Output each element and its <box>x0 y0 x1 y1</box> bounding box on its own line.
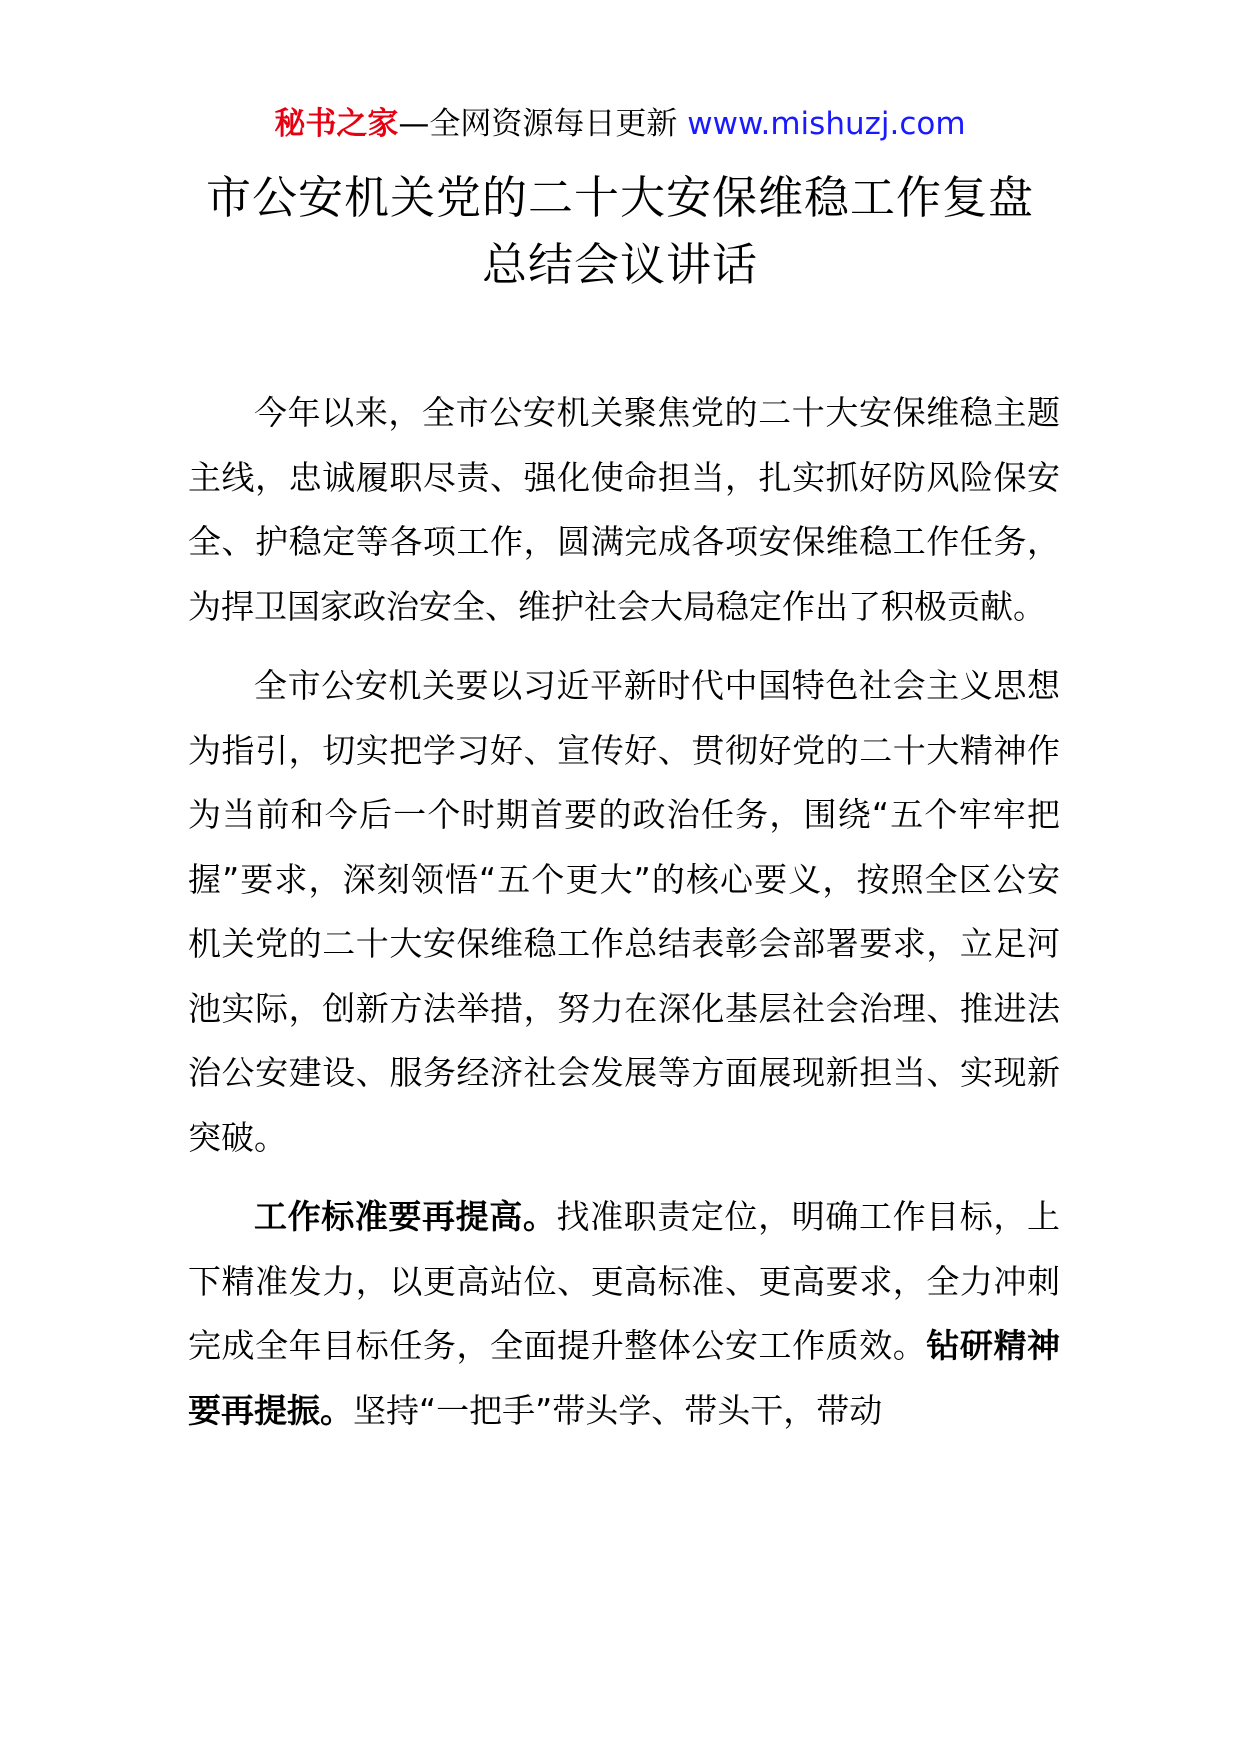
paragraph-3 <box>188 1185 1060 1443</box>
document-body <box>188 381 1060 1458</box>
document-title <box>140 164 1100 298</box>
paragraph-3-text-2: 坚持“一把手”带头学、带头干，带动 <box>353 1390 883 1430</box>
bold-heading-2: 钻研精神要再提振。 <box>188 1326 1061 1430</box>
title-line-2: 总结会议讲话 <box>481 238 758 291</box>
paragraph-2: 全市公安机关要以习近平新时代中国特色社会主义思想为指引，切实把学习好、宣传好、贯彻好党的二十大精神作为当前和今后一个时期首要的政治任务，围绕“五个牢牢把握”要求，深刻领悟“五个更大”的核心要义，按照全区公安机关党的二十大安保维稳工作总结表彰会部署要求，立足河池实际，创新方法举措，努力在深化基层社会治理、推进法治公安建设、服务经济社会发展等方面展现新担当、实现新突破。 <box>188 666 1060 1157</box>
paragraph-1: 今年以来，全市公安机关聚焦党的二十大安保维稳主题主线，忠诚履职尽责、强化使命担当，扎实抓好防风险保安全、护稳定等各项工作，圆满完成各项安保维稳工作任务，为捍卫国家政治安全、维护社会大局稳定作出了积极贡献。 <box>188 393 1060 626</box>
title-line-1: 市公安机关党的二十大安保维稳工作复盘 <box>205 171 1034 224</box>
header-tagline: —全网资源每日更新 <box>398 106 678 142</box>
bold-heading-1: 工作标准要再提高。 <box>254 1197 557 1236</box>
site-header <box>0 104 1240 144</box>
site-url-link[interactable]: www.mishuzj.com <box>687 106 966 142</box>
brand-name: 秘书之家 <box>274 106 399 142</box>
paragraph-3-text-1: 找准职责定位，明确工作目标，上下精准发力，以更高站位、更高标准、更高要求，全力冲刺完成全年目标任务，全面提升整体公安工作质效。 <box>188 1197 1061 1365</box>
